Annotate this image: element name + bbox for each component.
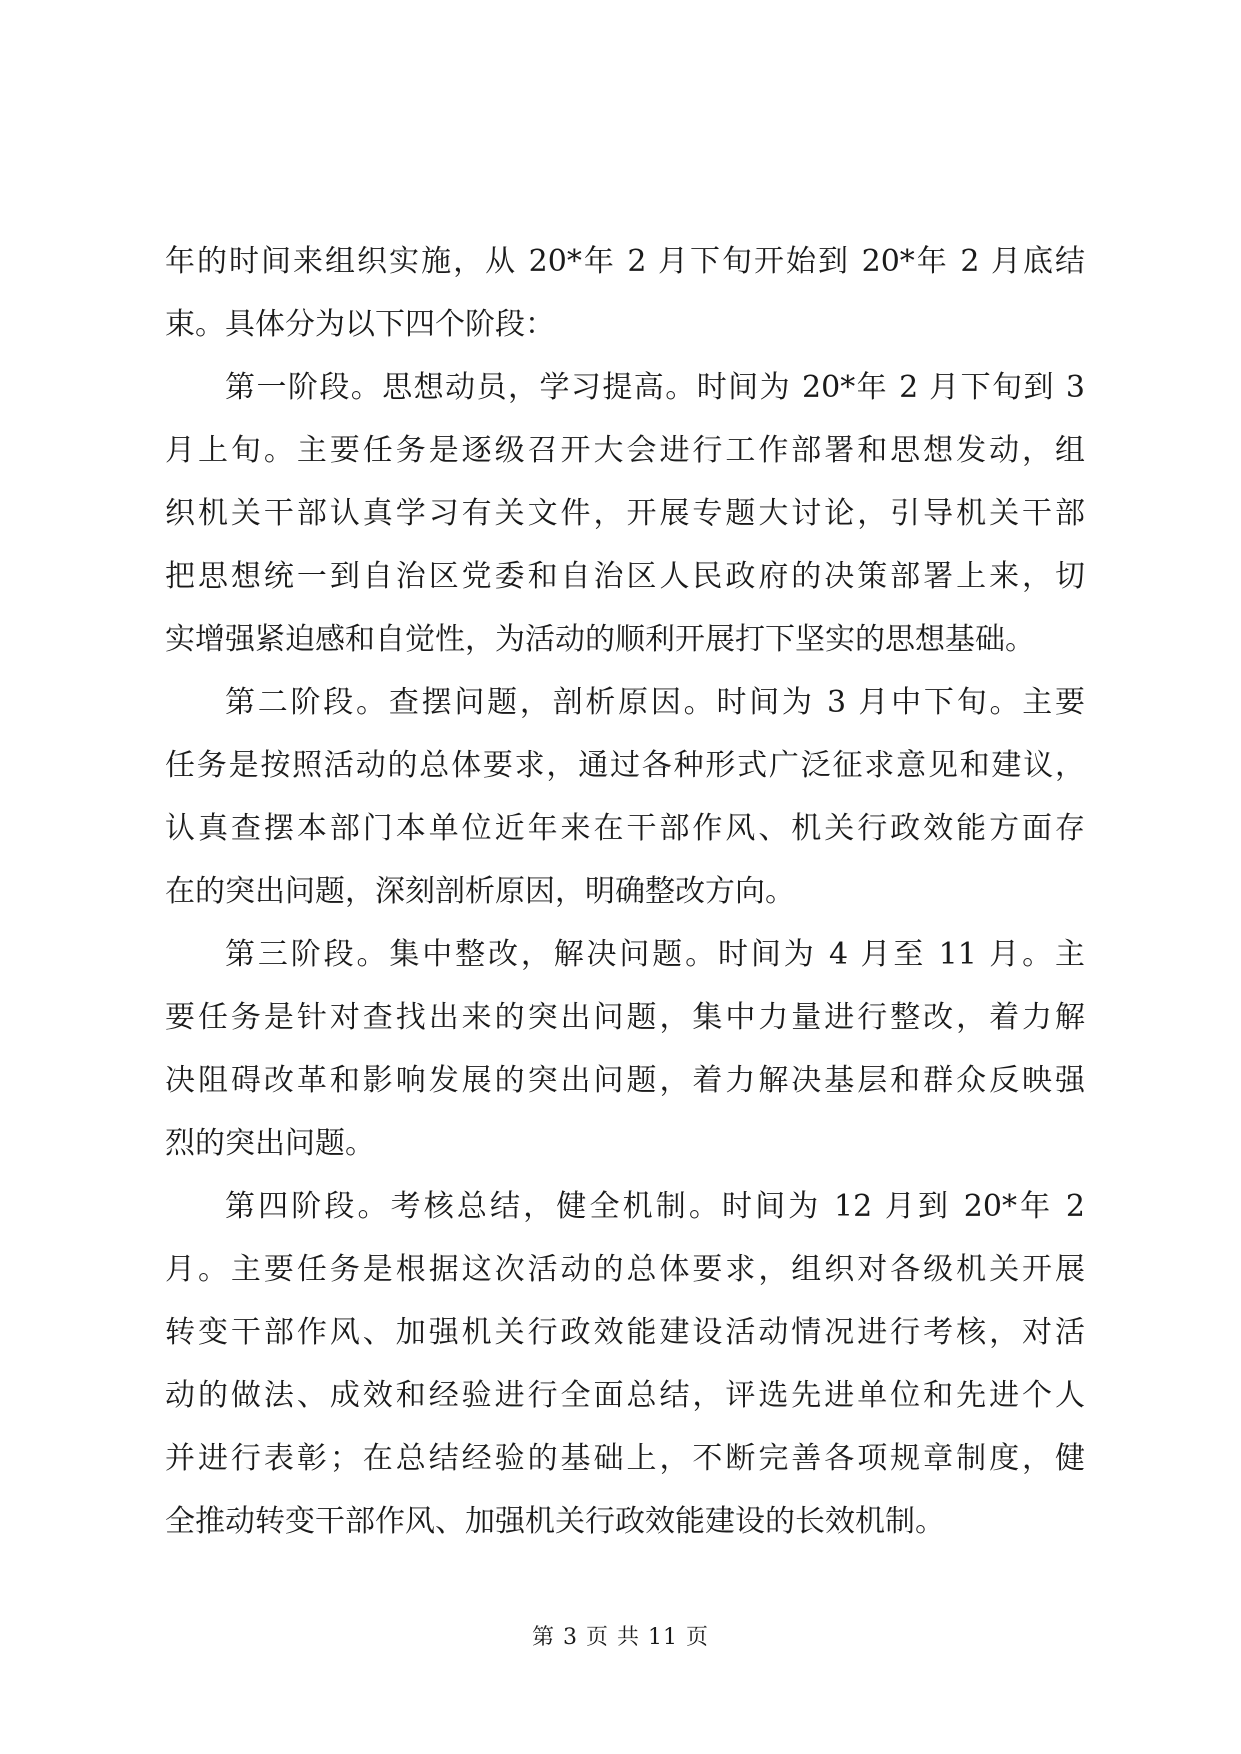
text-line: 实增强紧迫感和自觉性，为活动的顺利开展打下坚实的思想基础。 — [165, 622, 1035, 657]
text-line: 第二阶段。查摆问题，剖析原因。时间为 3 月中下旬。主要 — [225, 685, 1085, 720]
text-line: 动的做法、成效和经验进行全面总结，评选先进单位和先进个人 — [165, 1378, 1085, 1413]
text-line: 烈的突出问题。 — [165, 1126, 375, 1161]
text-line: 决阻碍改革和影响发展的突出问题，着力解决基层和群众反映强 — [165, 1063, 1085, 1098]
text-line: 月。主要任务是根据这次活动的总体要求，组织对各级机关开展 — [165, 1252, 1085, 1287]
text-line: 全推动转变干部作风、加强机关行政效能建设的长效机制。 — [165, 1504, 945, 1539]
text-line: 认真查摆本部门本单位近年来在干部作风、机关行政效能方面存 — [165, 811, 1085, 846]
text-line: 任务是按照活动的总体要求，通过各种形式广泛征求意见和建议， — [165, 748, 1085, 783]
text-line: 束。具体分为以下四个阶段： — [165, 307, 555, 342]
text-line: 第三阶段。集中整改，解决问题。时间为 4 月至 11 月。主 — [225, 937, 1085, 972]
text-line: 转变干部作风、加强机关行政效能建设活动情况进行考核，对活 — [165, 1315, 1085, 1350]
text-line: 织机关干部认真学习有关文件，开展专题大讨论，引导机关干部 — [165, 496, 1085, 531]
text-line: 把思想统一到自治区党委和自治区人民政府的决策部署上来，切 — [165, 559, 1085, 594]
text-line: 第一阶段。思想动员，学习提高。时间为 20*年 2 月下旬到 3 — [225, 370, 1085, 405]
text-line: 年的时间来组织实施，从 20*年 2 月下旬开始到 20*年 2 月底结 — [165, 244, 1085, 279]
page-number-footer: 第 3 页 共 11 页 — [532, 1625, 709, 1650]
text-line: 月上旬。主要任务是逐级召开大会进行工作部署和思想发动，组 — [165, 433, 1085, 468]
text-line: 并进行表彰；在总结经验的基础上，不断完善各项规章制度，健 — [165, 1441, 1085, 1476]
document-body — [165, 230, 1085, 1553]
text-line: 在的突出问题，深刻剖析原因，明确整改方向。 — [165, 874, 795, 909]
text-line: 要任务是针对查找出来的突出问题，集中力量进行整改，着力解 — [165, 1000, 1085, 1035]
text-line: 第四阶段。考核总结，健全机制。时间为 12 月到 20*年 2 — [225, 1189, 1085, 1224]
